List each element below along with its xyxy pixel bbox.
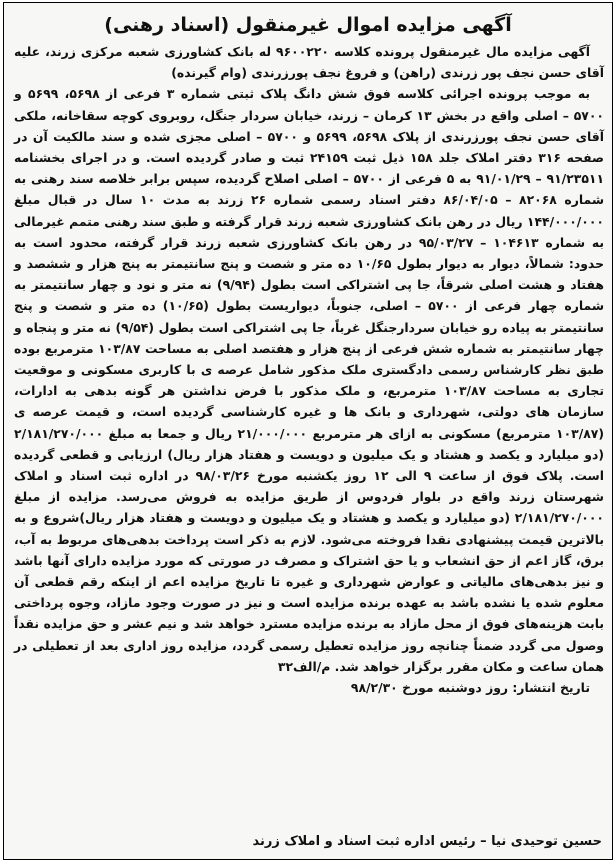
- notice-main-paragraph: به موجب پرونده اجرائی کلاسه فوق شش دانگ پلاک ثبتی شماره ۳ فرعی از ۵۶۹۸، ۵۶۹۹ و ۵۷۰۰ – اصلی واقع در بخش ۱۳ کرمان – زرند، خیابان سردار جنگل، روبروی کوچه سقاخانه، ملکی آقای حسن نجف پورزرندی از پلاک ۵۶۹۸، ۵۶۹۹ و ۵۷۰۰ – اصلی مجزی شده و سند مالکیت آن در صفحه ۳۱۶ دفتر املاک جلد ۱۵۸ ذیل ثبت ۲۴۱۵۹ ثبت و صادر گردیده است. و در اجرای بخشنامه ۹۱/۲۳۵۱۱ – ۹۱/۰۱/۲۹ به ۵ فرعی از ۵۷۰۰ – اصلی اصلاح گردیده، سپس برابر خلاصه سند رهنی به شماره ۸۲۰۶۸ – ۸۶/۰۴/۰۵ دفتر اسناد رسمی شماره ۲۶ زرند به مدت ۱۰ سال در قبال مبلغ ۱۴۴/۰۰۰/۰۰۰ ریال در رهن بانک کشاورزی شعبه زرند قرار گرفته و طبق سند رهنی متمم غیرمالی به شماره ۱۰۴۶۱۳ – ۹۵/۰۳/۲۷ در رهن بانک کشاورزی شعبه زرند قرار گرفته، محدود است به حدود: شمالاً، دیوار به دیوار بطول ۱۰/۶۵ ده متر و شصت و پنج سانتیمتر به پنج هزار و ششصد و هفتاد و هشت اصلی شرقاً، جا پی اشتراکی است بطول (۹/۹۴) نه متر و نود و چهار سانتیمتر به شماره چهار فرعی از ۵۷۰۰ – اصلی، جنوباً، دیواریست بطول (۱۰/۶۵) ده متر و شصت و پنج سانتیمتر به پیاده رو خیابان سردارجنگل غرباً، جا پی اشتراکی است بطول (۹/۵۴) نه متر و پنجاه و چهار سانتیمتر به شماره شش فرعی از پنج هزار و هفتصد اصلی به مساحت ۱۰۳/۸۷ مترمربع بوده طبق نظر کارشناس رسمی دادگستری ملک مذکور شامل عرصه ی با کاربری مسکونی و موقعیت تجاری به مساحت ۱۰۳/۸۷ مترمربع، و ملک مذکور با فرض نداشتن هر گونه بدهی به ادارات، سازمان های دولتی، شهرداری و بانک ها و غیره کارشناسی گردیده است، و قیمت عرصه ی (۱۰۳/۸۷ مترمربع) مسکونی به ازای هر مترمربع ۲۱/۰۰۰/۰۰۰ ریال و جمعا به مبلغ ۲/۱۸۱/۲۷۰/۰۰۰ (دو میلیارد و یکصد و هشتاد و یک میلیون و دویست و هفتاد هزار ریال) ارزیابی و قطعی گردیده است. پلاک فوق از ساعت ۹ الی ۱۲ روز یکشنبه مورخ ۹۸/۰۳/۲۶ در اداره ثبت اسناد و املاک شهرستان زرند واقع در بلوار فردوس از طریق مزایده به فروش می‌رسد. مزایده از مبلغ ۲/۱۸۱/۲۷۰/۰۰۰ (دو میلیارد و یکصد و هشتاد و یک میلیون و دویست و هفتاد هزار ریال)شروع و به بالاترین قیمت پیشنهادی نقدا فروخته می‌شود. لازم به ذکر است پرداخت بدهی‌های مربوط به آب، برق، گاز اعم از حق انشعاب و یا حق اشتراک و مصرف در صورتی که مورد مزایده دارای آنها باشد و نیز بدهی‌های مالیاتی و عوارض شهرداری و غیره تا تاریخ مزایده اعم از اینکه رقم قطعی آن معلوم شده یا نشده باشد به عهده برنده مزایده است و نیز در صورت وجود مازاد، وجوه پرداختی بابت هزینه‌های فوق از محل مازاد به برنده مزایده مسترد خواهد شد و نیم عشر و حق مزایده نقداً وصول می گردد ضمناً چنانچه روز مزایده تعطیل رسمی گردد، مزایده روز اداری بعد از تعطیلی در همان ساعت و مکان مقرر برگزار خواهد شد. م/الف۳۲: [14, 86, 605, 674]
- publish-date: تاریخ انتشار: روز دوشنبه مورخ ۹۸/۲/۳۰: [350, 680, 590, 696]
- notice-body: [4, 41, 612, 698]
- notice-title: آگهی مزایده اموال غیرمنقول (اسناد رهنی): [104, 14, 512, 36]
- notice-intro-paragraph: آگهی مزایده مال غیرمنقول پرونده کلاسه ۹۶۰۰۲۲۰ له بانک کشاورزی شعبه مرکزی زرند، علیه آقای حسن نجف پور زرندی (راهن) و فروغ نجف پورزرندی (وام گیرنده): [14, 44, 604, 81]
- newspaper-notice: [3, 2, 613, 860]
- signature-line: حسین توحیدی نیا – رئیس اداره ثبت اسناد و املاک زرند: [252, 834, 602, 849]
